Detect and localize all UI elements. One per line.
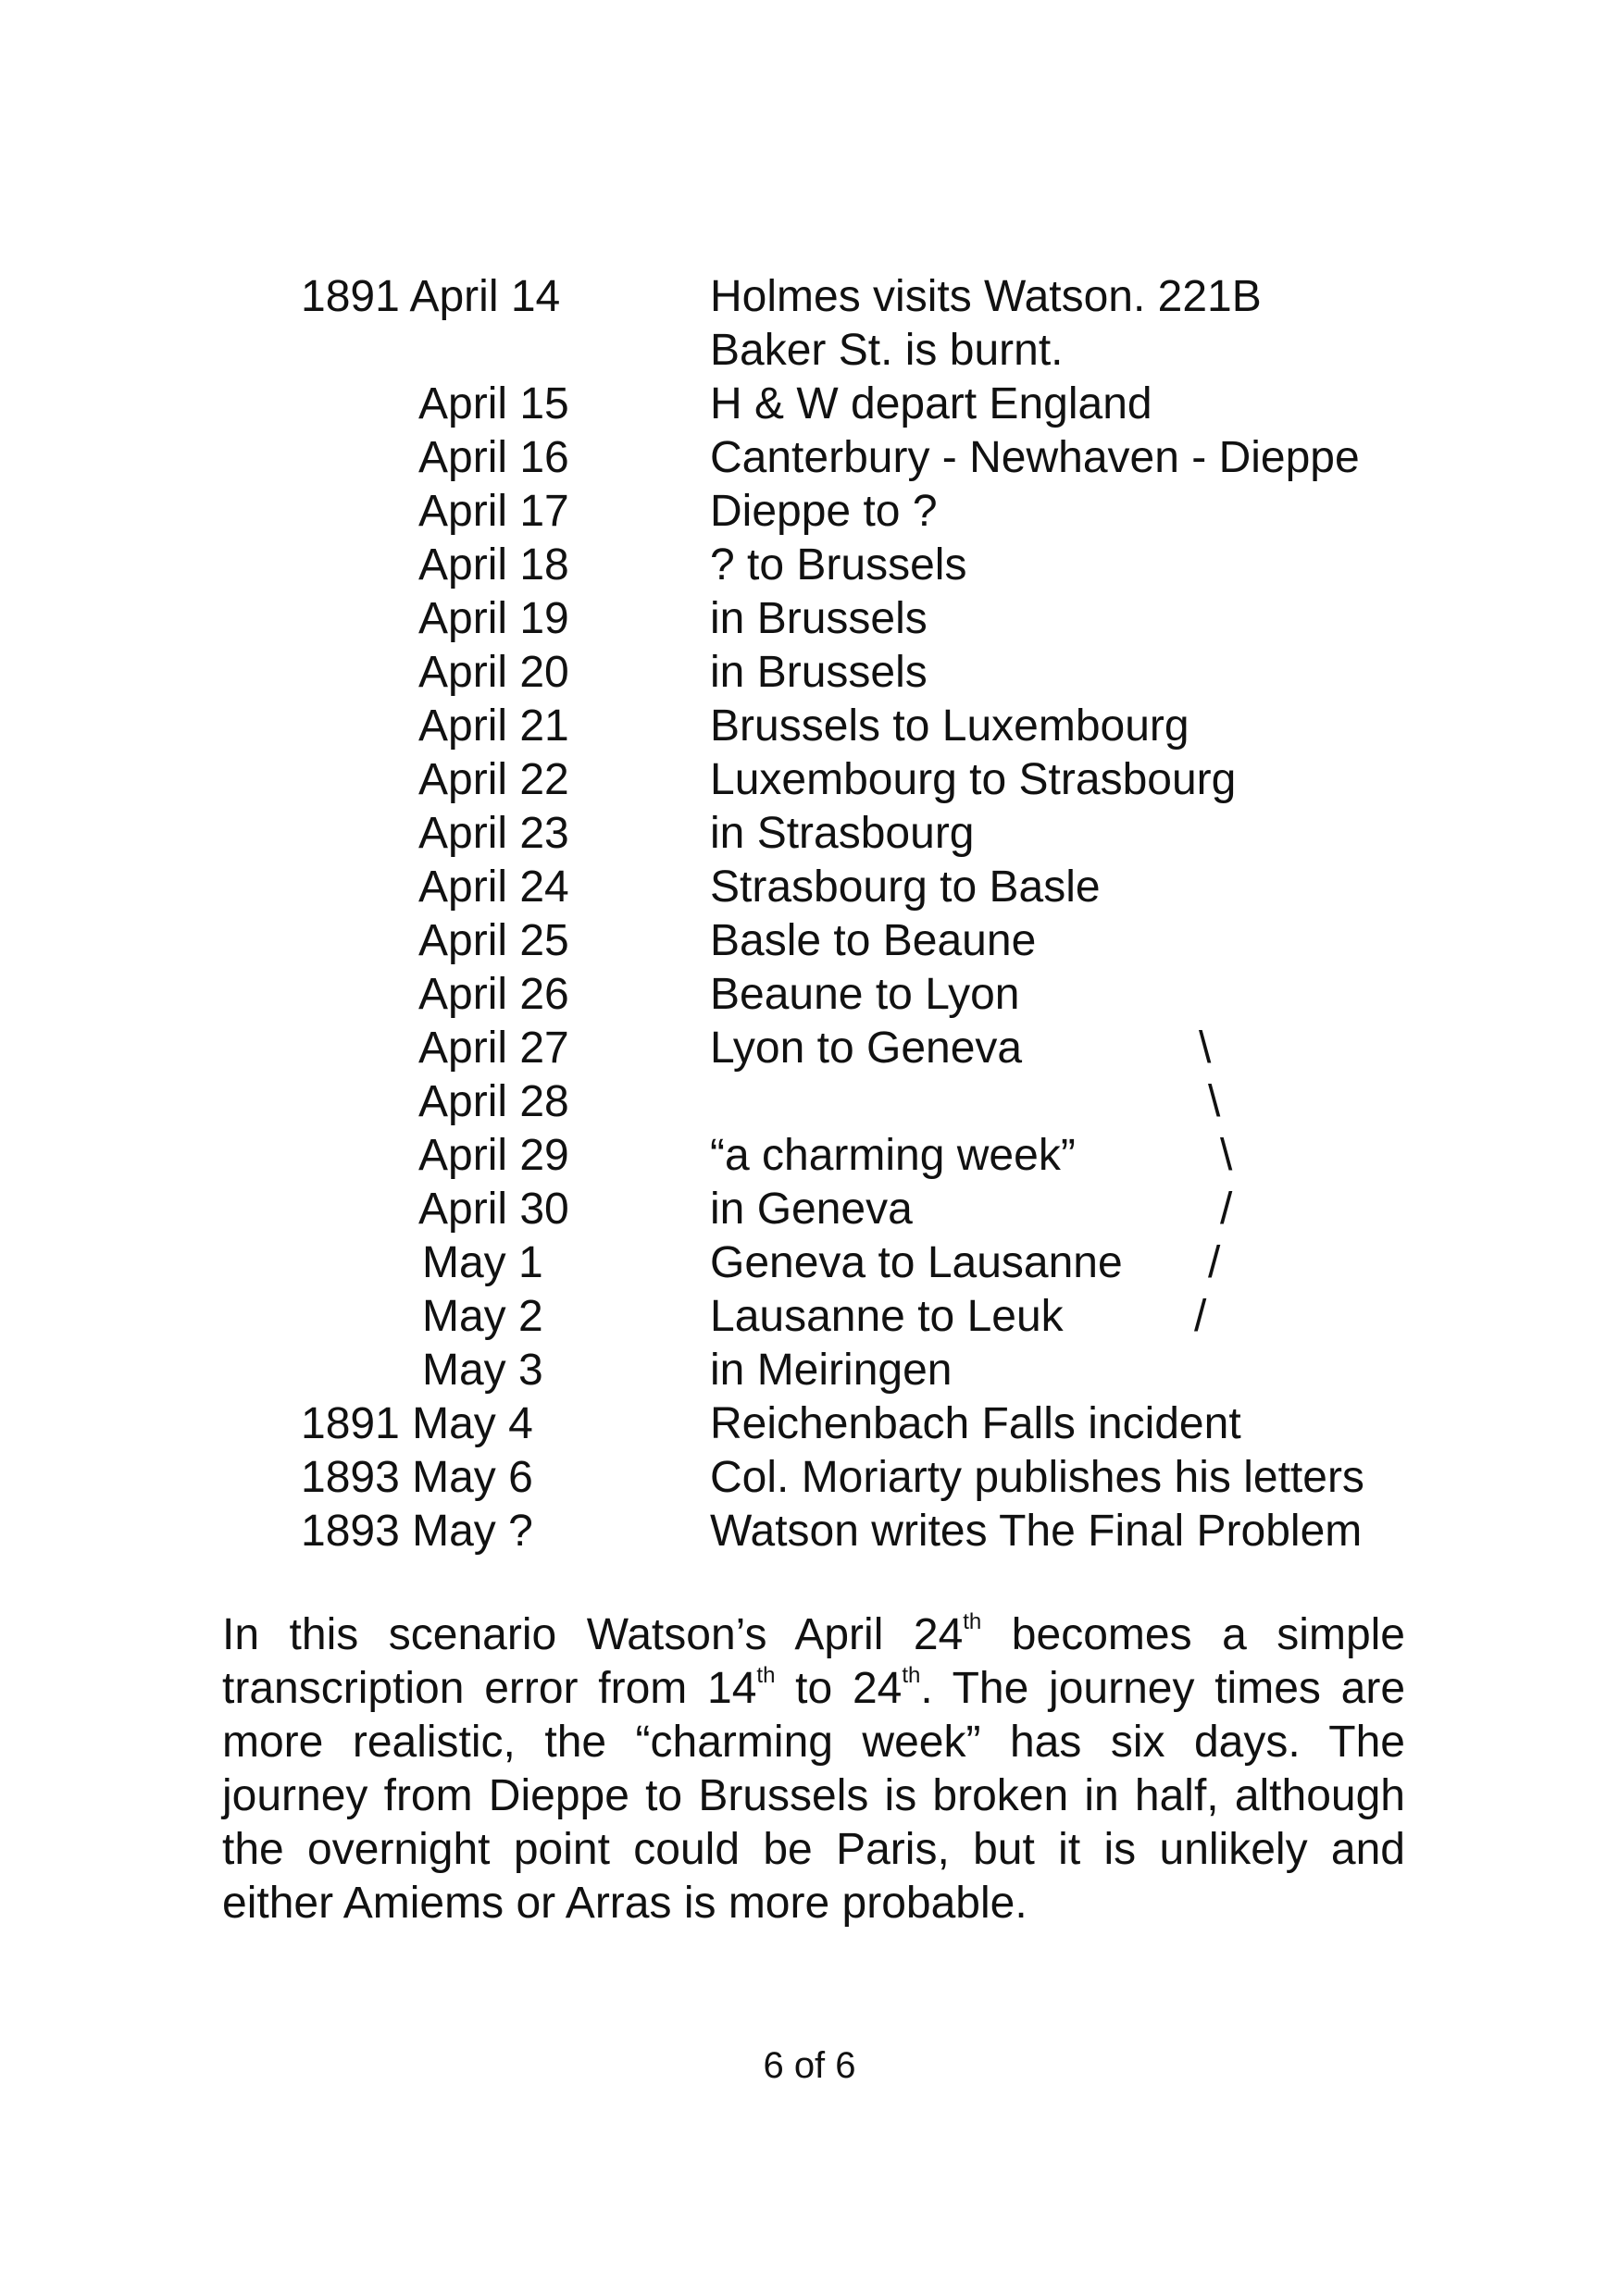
timeline-date: April 28: [418, 1077, 569, 1126]
timeline-event: Holmes visits Watson. 221B: [710, 272, 1262, 321]
timeline-event: Col. Moriarty publishes his letters: [710, 1453, 1364, 1502]
timeline-row: [0, 1290, 1619, 1344]
timeline-row: [0, 1505, 1619, 1558]
paragraph-text: In this scenario Watson’s April 24: [222, 1610, 964, 1659]
timeline-row: [0, 700, 1619, 753]
bracket-mark: /: [1208, 1238, 1221, 1287]
timeline-row: [0, 324, 1619, 378]
timeline-row: [0, 1397, 1619, 1451]
timeline-event: H & W depart England: [710, 379, 1152, 428]
bracket-mark: \: [1208, 1077, 1221, 1126]
timeline-event: Watson writes The Final Problem: [710, 1507, 1363, 1556]
timeline-row: [0, 646, 1619, 700]
timeline-row: [0, 1183, 1619, 1236]
page-number: 6 of 6: [763, 2045, 856, 2086]
timeline-event: in Strasbourg: [710, 809, 975, 858]
timeline-row: [0, 807, 1619, 861]
timeline-event: Canterbury - Newhaven - Dieppe: [710, 433, 1360, 482]
timeline-table: [0, 270, 1619, 1558]
timeline-date: May 1: [422, 1238, 543, 1287]
timeline-row: [0, 753, 1619, 807]
timeline-row: [0, 539, 1619, 592]
timeline-row: [0, 1344, 1619, 1397]
timeline-row: [0, 861, 1619, 914]
paragraph-text: becomes a simple transcription error from 14: [222, 1610, 1406, 1713]
body-paragraph: [222, 1608, 1405, 1930]
timeline-row: [0, 1075, 1619, 1129]
timeline-date: April 18: [418, 540, 569, 590]
timeline-event: Reichenbach Falls incident: [710, 1399, 1241, 1448]
superscript: th: [756, 1663, 776, 1688]
timeline-row: [0, 1236, 1619, 1290]
timeline-event: Dieppe to ?: [710, 487, 938, 536]
timeline-date: April 22: [418, 755, 569, 804]
timeline-row: [0, 431, 1619, 485]
timeline-date: April 24: [418, 863, 569, 912]
bracket-mark: \: [1220, 1131, 1233, 1180]
timeline-date: April 19: [418, 594, 569, 643]
timeline-date: April 16: [418, 433, 569, 482]
timeline-event: Luxembourg to Strasbourg: [710, 755, 1237, 804]
timeline-date: April 27: [418, 1024, 569, 1073]
timeline-date: April 30: [418, 1185, 569, 1234]
paragraph-text: . The journey times are more realistic, the “charming week” has six days. The journey from Dieppe to Brussels is broken in half, although the overnight point could be Paris, but it is unlikely and either Amiems or Arras is more probable.: [222, 1664, 1406, 1928]
timeline-event: “a charming week”: [710, 1131, 1076, 1180]
timeline-row: [0, 485, 1619, 539]
timeline-date: April 29: [418, 1131, 569, 1180]
timeline-row: [0, 1022, 1619, 1075]
timeline-row: [0, 270, 1619, 324]
timeline-date: 1891 April 14: [301, 272, 561, 321]
timeline-date: April 21: [418, 701, 569, 751]
timeline-row: [0, 378, 1619, 431]
bracket-mark: /: [1194, 1292, 1207, 1341]
timeline-row: [0, 1129, 1619, 1183]
bracket-mark: /: [1220, 1185, 1233, 1234]
timeline-row: [0, 968, 1619, 1022]
timeline-event: in Brussels: [710, 594, 928, 643]
timeline-date: 1891 May 4: [301, 1399, 533, 1448]
timeline-event: Lyon to Geneva: [710, 1024, 1023, 1073]
timeline-date: April 17: [418, 487, 569, 536]
timeline-date: April 20: [418, 648, 569, 697]
timeline-date: April 26: [418, 970, 569, 1019]
timeline-date: April 23: [418, 809, 569, 858]
timeline-event: Basle to Beaune: [710, 916, 1037, 965]
timeline-event: ? to Brussels: [710, 540, 967, 590]
timeline-event: Baker St. is burnt.: [710, 326, 1064, 375]
timeline-date: May 3: [422, 1346, 543, 1395]
timeline-date: May 2: [422, 1292, 543, 1341]
timeline-event: Brussels to Luxembourg: [710, 701, 1189, 751]
paragraph-text: to 24: [775, 1664, 903, 1713]
timeline-date: April 25: [418, 916, 569, 965]
timeline-event: Strasbourg to Basle: [710, 863, 1101, 912]
timeline-event: in Brussels: [710, 648, 928, 697]
timeline-row: [0, 592, 1619, 646]
timeline-row: [0, 914, 1619, 968]
timeline-date: 1893 May ?: [301, 1507, 533, 1556]
timeline-event: in Geneva: [710, 1185, 913, 1234]
timeline-event: Lausanne to Leuk: [710, 1292, 1064, 1341]
superscript: th: [963, 1609, 982, 1634]
bracket-mark: \: [1199, 1024, 1212, 1073]
timeline-event: Geneva to Lausanne: [710, 1238, 1123, 1287]
timeline-date: April 15: [418, 379, 569, 428]
timeline-row: [0, 1451, 1619, 1505]
timeline-date: 1893 May 6: [301, 1453, 533, 1502]
timeline-event: in Meiringen: [710, 1346, 953, 1395]
superscript: th: [902, 1663, 921, 1688]
timeline-event: Beaune to Lyon: [710, 970, 1020, 1019]
